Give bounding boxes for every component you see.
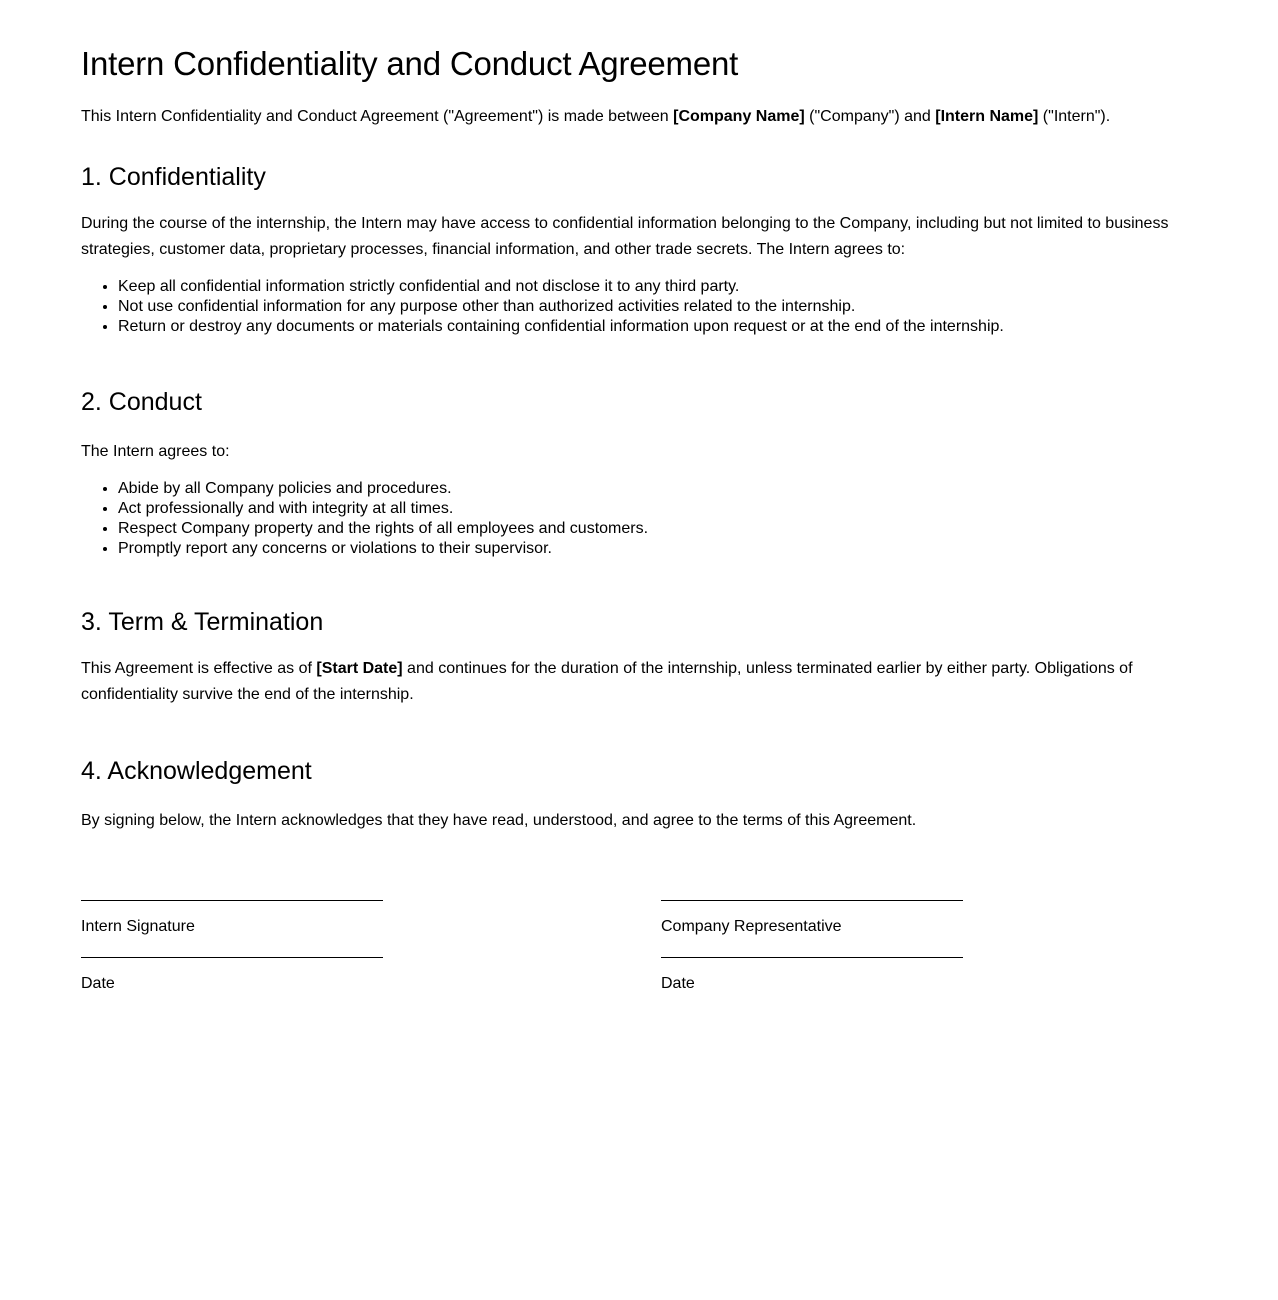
section-paragraph-confidentiality: During the course of the internship, the Intern may have access to confidential information belonging to the Company, including but not limited to business strategies, customer data, proprietary processes, financial information, and other trade secrets. The Intern agrees to: [81,214,1169,258]
section-heading-confidentiality: 1. Confidentiality [81,162,266,191]
section-heading-acknowledgement: 4. Acknowledgement [81,756,312,785]
intro-paragraph [81,104,1196,130]
list-item: • Not use confidential information for any purpose other than authorized activities related to the internship. [118,297,1197,317]
section-paragraph-conduct: The Intern agrees to: [81,442,230,460]
signature-column-intern [81,900,383,994]
section-heading-conduct: 2. Conduct [81,387,202,416]
start-date-placeholder: [Start Date] [316,659,403,677]
intern-date-label: Date [81,974,115,992]
list-item: • Keep all confidential information strictly confidential and not disclose it to any third party. [118,277,1197,297]
company-date-label: Date [661,974,695,992]
company-representative-label: Company Representative [661,917,842,935]
bullet-list-conduct [81,479,1197,559]
section-paragraph-term-termination [81,656,1175,708]
section-paragraph-acknowledgement: By signing below, the Intern acknowledges that they have read, understood, and agree to the terms of this Agreement. [81,811,917,829]
list-item: • Return or destroy any documents or materials containing confidential information upon request or at the end of the internship. [118,317,1197,337]
company-name-placeholder: [Company Name] [673,107,805,125]
page-title: Intern Confidentiality and Conduct Agreement [81,45,739,82]
intern-signature-label: Intern Signature [81,917,195,935]
term-text-lead: This Agreement is effective as of [81,659,317,677]
list-item: • Respect Company property and the rights of all employees and customers. [118,519,1197,539]
list-item: • Act professionally and with integrity at all times. [118,499,1197,519]
list-item: • Promptly report any concerns or violations to their supervisor. [118,539,1197,559]
intro-text-middle: ("Company") and [804,107,936,125]
term-text-tail: and continues for the duration of the internship, unless terminated earlier by either party. Obligations of confidentiality survive the end of the internship. [81,659,1133,703]
section-heading-term-termination: 3. Term & Termination [81,607,324,636]
intro-text-lead: This Intern Confidentiality and Conduct Agreement ("Agreement") is made between [81,107,674,125]
signature-column-spacer [383,900,661,994]
signature-block [81,900,1197,994]
signature-column-company [661,900,963,994]
list-item: • Abide by all Company policies and procedures. [118,479,1197,499]
intern-name-placeholder: [Intern Name] [935,107,1039,125]
intro-text-tail: ("Intern"). [1038,107,1111,125]
bullet-list-confidentiality [81,277,1197,337]
